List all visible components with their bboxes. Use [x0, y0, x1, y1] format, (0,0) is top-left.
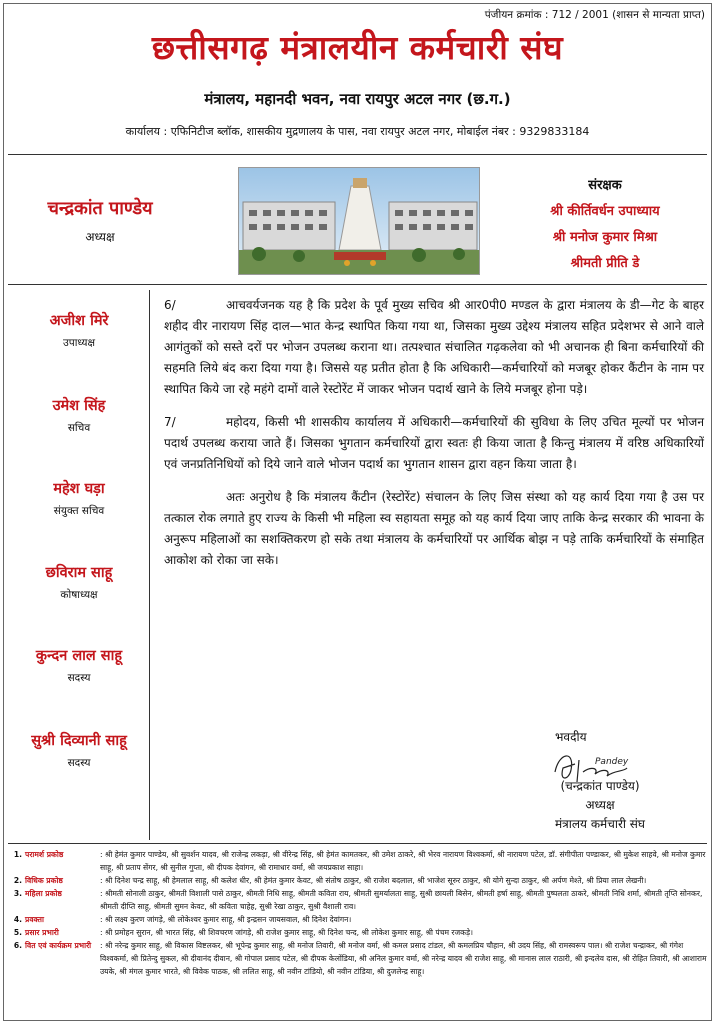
committee-number: 2.	[13, 876, 22, 885]
committee-number: 1.	[13, 850, 22, 859]
patron-name: श्रीमती प्रीति डे	[570, 256, 640, 271]
signature-lettering: Pandey	[595, 757, 629, 767]
office-bearer-role: कोषाध्यक्ष	[60, 589, 98, 601]
committee-label: महिला प्रकोष्ठ	[25, 889, 62, 898]
committee-row	[8, 887, 707, 913]
committee-number: 4.	[13, 915, 22, 924]
office-bearer-name: छविराम साहू	[45, 565, 113, 581]
patron-name: श्री कीर्तिवर्धन उपाध्याय	[550, 204, 660, 219]
paragraph-6	[164, 295, 704, 400]
committee-row	[8, 913, 707, 926]
signatory-name: (चन्द्रकांत पाण्डेय)	[560, 779, 640, 793]
handwritten-signature	[545, 742, 635, 792]
office-bearer-name: अजीश मिरे	[49, 313, 109, 329]
office-bearer-role: संयुक्त सचिव	[53, 505, 105, 517]
office-bearer-name: कुन्दन लाल साहू	[35, 648, 123, 664]
office-bearer	[8, 562, 150, 602]
committee-members: : श्री दिनेश चन्द्र साहू, श्री हेमलाल साहू, श्री कलेश धीर, श्री हेमंत कुमार केवट, श्री संतोष ठाकुर, श्री राजेश बदलाल, श्री भाजेश सूरुर ठाकुर, श्री योगे सुन्दा ठाकुर, श्री अर्पण मेश्ते, श्री प्रिया लाल लेखनी।	[100, 876, 647, 885]
committee-row	[8, 926, 707, 939]
paragraph-text: महोदय, किसी भी शासकीय कार्यालय में अधिकारी—कर्मचारियों की सुविधा के लिए उचित मूल्यों पर भोजन पदार्थ उपलब्ध कराया जाते हैं। जिसका भुगतान कर्मचारियों द्वारा स्वतः ही किया जाता है किन्तु मंत्रालय में वरिष्ठ अधिकारियों एवं जनप्रतिनिधियों को दिये जाने वाले भोजन पदार्थ का भुगतान शासन द्वारा वहन किया जाता है।	[164, 415, 704, 471]
office-address: कार्यालय : एफिनिटीज ब्लॉक, शासकीय मुद्रणालय के पास, नवा रायपुर अटल नगर, मोबाईल नंबर : 9329833184	[125, 125, 590, 138]
office-bearer-role: सदस्य	[67, 672, 91, 684]
closing-text: भवदीय	[555, 730, 587, 744]
registration-number: पंजीयन क्रमांक : 712 / 2001 (शासन से मान्यता प्राप्त)	[484, 9, 705, 21]
committee-label: प्रवक्ता	[25, 915, 44, 924]
committee-members: : श्री नरेन्द्र कुमार साहू, श्री विकास विष्टलकर, श्री भूपेन्द्र कुमार साहू, श्री मनोज तिवारी, श्री मनोज वर्मा, श्री कमल प्रसाद टांडल, श्री कमलप्रिय चौहान, श्री उदय सिंह, श्री रामस्वरूप पाल। श्री राजेश चन्द्राकर, श्री गंगेश विश्वकर्मा, श्री प्रितेन्दु सुकल, श्री दीवानंद दीवान, श्री गोपाल प्रसाद पटेल, श्री दीपक केलोंडिया, श्री अनिल कुमार वर्मा, श्री नरेन्द्र यादव श्री राजेश साहू, श्री मानास लाल राठारी, श्री इन्दलेव दास, श्री रोहित तिवारी, श्री आशाराम उयके, श्री मंगल कुमार भारते, श्री विवेक पाठक, श्री ललित साहू, श्री नवीन टांडियो, श्री नवीन टांडिया, श्री दुजलेन्द्र साहू।	[100, 941, 707, 976]
committee-number: 3.	[13, 889, 22, 898]
paragraph-number: 7/	[164, 415, 176, 429]
office-bearer	[8, 730, 150, 770]
office-bearer-name: सुश्री दिव्यानी साहू	[31, 733, 127, 749]
section-divider	[8, 284, 707, 285]
patrons-heading: संरक्षक	[588, 178, 622, 193]
footer-divider	[8, 843, 707, 844]
office-bearer-role: उपाध्यक्ष	[62, 337, 95, 349]
paragraph-request	[164, 487, 704, 571]
office-bearer	[8, 478, 150, 518]
patron-name: श्री मनोज कुमार मिश्रा	[552, 230, 658, 245]
committee-row	[8, 848, 707, 874]
paragraph-7	[164, 412, 704, 475]
organization-title: छत्तीसगढ़ मंत्रालयीन कर्मचारी संघ	[151, 28, 564, 67]
committee-label: विधिक प्रकोष्ठ	[25, 876, 63, 885]
office-bearer-role: सदस्य	[67, 757, 91, 769]
committee-number: 5.	[13, 928, 22, 937]
office-bearers-sidebar	[8, 290, 150, 840]
office-bearer-name: उमेश सिंह	[52, 398, 106, 414]
office-bearer	[8, 310, 150, 350]
paragraph-text: आचवर्यजनक यह है कि प्रदेश के पूर्व मुख्य सचिव श्री आर0पी0 मण्डल के द्वारा मंत्रालय के डी—गेट के बाहर शहीद वीर नारायण सिंह दाल—भात केन्द्र स्थापित किया गया था, जिसका मुख्य उद्देश्य मंत्रालय सहित प्रदेशभर से आने वाले आगंतुकों को सस्ते दरों पर भोजन उपलब्ध कराना था। तत्पश्चात संचालित गढ़कलेवा को भी अचानक ही बिना कर्मचारियों की सहमति लिये बंद करा दिया गया है। जिससे यह प्रतीत होता है कि अधिकारी—कर्मचारियों को मजबूर होकर कैंटीन के नाम पर स्थापित किये जा रहे महंगे दामों वाले रेस्टोरेंट में जाकर भोजन पदार्थ खाने के लिये मजबूर होना पड़े।	[164, 298, 704, 396]
committee-label: परामर्श प्रकोष्ठ	[25, 850, 64, 859]
office-bearer	[8, 395, 150, 435]
committee-members: : श्री प्रमोहन सुरान, श्री भारत सिंह, श्री शिवचरण जांगड़े, श्री राजेश कुमार साहू, श्री दिनेश चन्द, श्री लोकेश कुमार साहू, श्री पंचम रजकड़े।	[100, 928, 473, 937]
paragraph-number: 6/	[164, 298, 176, 312]
committee-members: : श्री लक्ष्य कुरण जांगड़े, श्री लोकेश्वर कुमार साहू, श्री इन्द्रसन जायसवाल, श्री दिनेश देवांगन।	[100, 915, 352, 924]
signatory-title: अध्यक्ष	[585, 798, 615, 812]
committee-number: 6.	[13, 941, 22, 950]
paragraph-text: अतः अनुरोध है कि मंत्रालय कैंटीन (रेस्टोरेंट) संचालन के लिए जिस संस्था को यह कार्य दिया गया है उस पर तत्काल रोक लगाते हुए राज्य के किसी भी महिला स्व सहायता समूह को यह कार्य दिया जाए ताकि केन्द्र सरकार की भावना के अनुरूप महिलाओं का सशक्तिकरण हो सके तथा मंत्रालय के कर्मचारियों पर आर्थिक बोझ न पड़े ताकि कर्मचारियों के संमाहित आकोश को रोका जा सके।	[164, 490, 704, 567]
building-illustration	[239, 168, 480, 275]
committee-label: प्रसार प्रभारी	[25, 928, 59, 937]
committees-list	[8, 848, 707, 978]
letter-body	[164, 295, 704, 583]
office-bearer-name: महेश घड़ा	[53, 481, 105, 497]
committee-row	[8, 939, 707, 978]
patrons-block	[500, 175, 710, 277]
signature-block	[505, 728, 695, 834]
committee-label: वित एवं कार्यक्रम प्रभारी	[25, 941, 92, 950]
committee-row	[8, 874, 707, 887]
office-bearer	[8, 645, 150, 685]
office-bearer-role: सचिव	[67, 422, 91, 434]
organization-address: मंत्रालय, महानदी भवन, नवा रायपुर अटल नगर (छ.ग.)	[204, 90, 511, 108]
signatory-organization: मंत्रालय कर्मचारी संघ	[555, 817, 645, 831]
president-title: अध्यक्ष	[85, 230, 115, 244]
president-name: चन्द्रकांत पाण्डेय	[47, 198, 153, 219]
ministry-building-photo	[238, 167, 480, 275]
header-divider	[8, 154, 707, 155]
committee-members: : श्रीमती सोनाली ठाकुर, श्रीमती विशाली पासे ठाकुर, श्रीमती निधि साहू, श्रीमती कविता राय, श्रीमती सुमर्यालता साहू, सुश्री छायली बिसेन, श्रीमती हर्षा साहू, श्रीमती पुष्पलता ठाकरे, श्रीमती निधि शर्मा, श्रीमती तृप्ति सोनकर, श्रीमती दीप्ति साहू, श्रीमती सुमन केवट, श्री कविता चाहेह, सुश्री रेखा ठाकुर, सुश्री वैशाली राव।	[100, 889, 703, 911]
committee-members: : श्री हेमंत कुमार पाण्डेय, श्री सुवर्शन यादव, श्री राजेन्द्र लकड़ा, श्री वीरेन्द्र सिंह, श्री हेमंत कामतकर, श्री उमेश ठाकरे, श्री भेरव नारायण विश्वकर्मा, श्री नारायण पटेल, डॉ. संगीपीता पण्डाकर, श्री मुकेश साहवे, श्री मनोज कुमार साहू, श्री प्रताप सेंगर, श्री सुनील गुप्ता, श्री दीपक देवांगन, श्री रामाधार वर्मा, श्री जयप्रकाश साहा।	[100, 850, 706, 872]
